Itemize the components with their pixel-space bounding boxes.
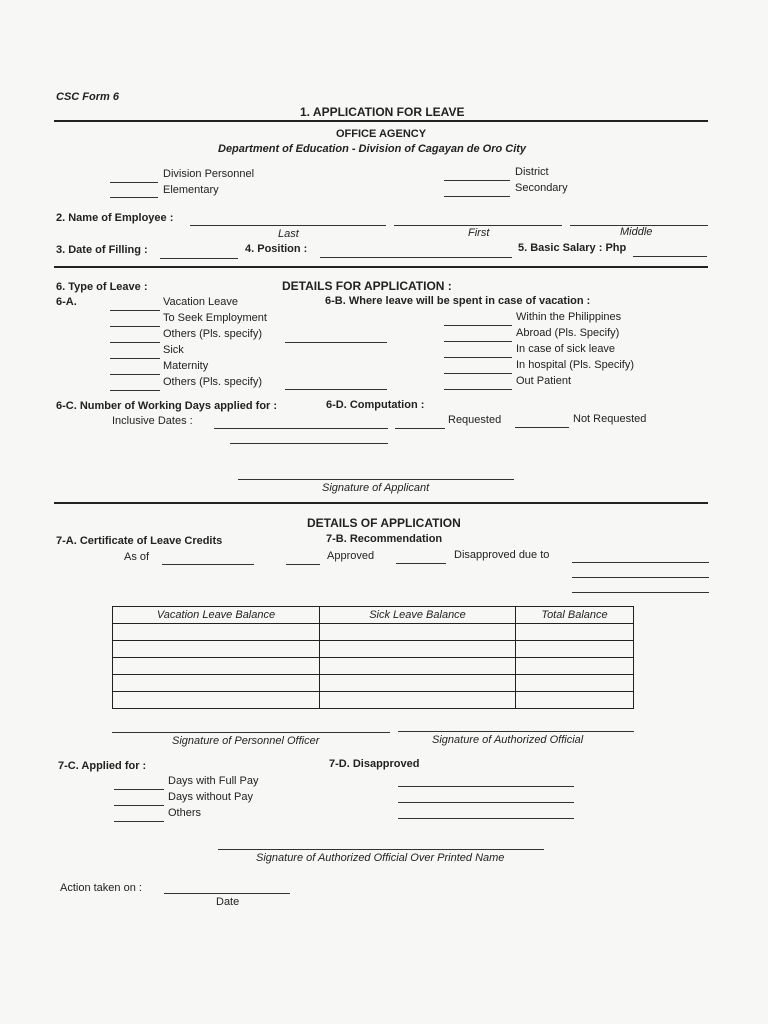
middle-caption: Middle bbox=[620, 226, 653, 238]
full-pay-blank[interactable] bbox=[114, 789, 164, 790]
elementary-blank[interactable] bbox=[110, 197, 158, 198]
authorized-signature-line[interactable] bbox=[398, 731, 634, 732]
form-title: 1. APPLICATION FOR LEAVE bbox=[300, 105, 465, 119]
position-label: 4. Position : bbox=[245, 243, 308, 255]
applicant-signature-line[interactable] bbox=[238, 479, 514, 480]
section-rule-1 bbox=[54, 266, 708, 268]
full-pay-label: Days with Full Pay bbox=[168, 775, 259, 787]
salary-field[interactable] bbox=[633, 256, 707, 257]
6a-label: 6-A. bbox=[56, 296, 77, 308]
seek-employment-blank[interactable] bbox=[110, 326, 160, 327]
disapproved-reason-1[interactable] bbox=[572, 562, 709, 563]
secondary-label: Secondary bbox=[515, 182, 568, 194]
first-name-field[interactable] bbox=[394, 225, 562, 226]
out-patient-blank[interactable] bbox=[444, 389, 512, 390]
table-cell[interactable] bbox=[113, 641, 320, 658]
printed-name-caption: Signature of Authorized Official Over Printed Name bbox=[256, 852, 505, 864]
vacation-leave-label: Vacation Leave bbox=[163, 296, 239, 308]
others-specify-2[interactable] bbox=[285, 389, 387, 390]
disapproved-line-2[interactable] bbox=[398, 802, 574, 803]
applicant-signature-caption: Signature of Applicant bbox=[322, 482, 430, 494]
date-filing-field[interactable] bbox=[160, 258, 238, 259]
7d-label: 7-D. Disapproved bbox=[329, 758, 420, 770]
within-ph-blank[interactable] bbox=[444, 325, 512, 326]
district-blank[interactable] bbox=[444, 180, 510, 181]
title-rule bbox=[54, 120, 708, 122]
position-field[interactable] bbox=[320, 257, 512, 258]
table-cell[interactable] bbox=[320, 658, 516, 675]
vacation-balance-header: Vacation Leave Balance bbox=[113, 607, 320, 624]
others-blank-2[interactable] bbox=[110, 390, 160, 391]
7b-label: 7-B. Recommendation bbox=[326, 533, 443, 545]
others-blank-1[interactable] bbox=[110, 342, 160, 343]
details-of-application: DETAILS OF APPLICATION bbox=[307, 516, 461, 530]
6b-label: 6-B. Where leave will be spent in case of vacation : bbox=[325, 295, 591, 307]
abroad-blank[interactable] bbox=[444, 341, 512, 342]
vacation-leave-blank[interactable] bbox=[110, 310, 160, 311]
sick-blank[interactable] bbox=[110, 358, 160, 359]
last-caption: Last bbox=[278, 228, 299, 240]
as-of-field[interactable] bbox=[162, 564, 254, 565]
total-balance-header: Total Balance bbox=[516, 607, 634, 624]
table-cell[interactable] bbox=[320, 624, 516, 641]
table-cell[interactable] bbox=[320, 692, 516, 709]
action-taken-label: Action taken on : bbox=[60, 882, 142, 894]
inclusive-dates-label: Inclusive Dates : bbox=[112, 415, 193, 427]
7c-label: 7-C. Applied for : bbox=[58, 760, 147, 772]
others-pay-label: Others bbox=[168, 807, 202, 819]
district-label: District bbox=[515, 166, 549, 178]
date-caption: Date bbox=[216, 896, 240, 908]
table-cell[interactable] bbox=[320, 641, 516, 658]
table-cell[interactable] bbox=[320, 675, 516, 692]
table-row bbox=[113, 641, 634, 658]
others-label-2: Others (Pls. specify) bbox=[163, 376, 263, 388]
abroad-label: Abroad (Pls. Specify) bbox=[516, 327, 620, 339]
salary-label: 5. Basic Salary : Php bbox=[518, 242, 627, 254]
sick-label: Sick bbox=[163, 344, 184, 356]
table-cell[interactable] bbox=[516, 624, 634, 641]
disapproved-blank[interactable] bbox=[396, 563, 446, 564]
table-cell[interactable] bbox=[113, 658, 320, 675]
table-cell[interactable] bbox=[516, 658, 634, 675]
6c-label: 6-C. Number of Working Days applied for : bbox=[56, 400, 278, 412]
personnel-signature-line[interactable] bbox=[112, 732, 390, 733]
printed-name-signature-line[interactable] bbox=[218, 849, 544, 850]
as-of-label: As of bbox=[124, 551, 150, 563]
secondary-blank[interactable] bbox=[444, 196, 510, 197]
sick-case-label: In case of sick leave bbox=[516, 343, 616, 355]
approved-blank[interactable] bbox=[286, 564, 320, 565]
without-pay-label: Days without Pay bbox=[168, 791, 253, 803]
sick-case-blank[interactable] bbox=[444, 357, 512, 358]
office-agency: OFFICE AGENCY bbox=[336, 128, 427, 140]
not-requested-label: Not Requested bbox=[573, 413, 647, 425]
inclusive-dates-field-1[interactable] bbox=[214, 428, 388, 429]
disapproved-due-label: Disapproved due to bbox=[454, 549, 550, 561]
approved-label: Approved bbox=[327, 550, 375, 562]
type-of-leave-label: 6. Type of Leave : bbox=[56, 281, 148, 293]
not-requested-blank[interactable] bbox=[515, 427, 569, 428]
table-cell[interactable] bbox=[113, 624, 320, 641]
table-cell[interactable] bbox=[516, 641, 634, 658]
action-taken-field[interactable] bbox=[164, 893, 290, 894]
division-personnel-blank[interactable] bbox=[110, 182, 158, 183]
table-row bbox=[113, 692, 634, 709]
sick-balance-header: Sick Leave Balance bbox=[320, 607, 516, 624]
division-personnel-label: Division Personnel bbox=[163, 168, 255, 180]
first-caption: First bbox=[468, 227, 490, 239]
requested-blank[interactable] bbox=[395, 428, 445, 429]
date-filing-label: 3. Date of Filling : bbox=[56, 244, 148, 256]
form-id: CSC Form 6 bbox=[56, 91, 119, 103]
maternity-label: Maternity bbox=[163, 360, 209, 372]
name-label: 2. Name of Employee : bbox=[56, 212, 174, 224]
authorized-signature-caption: Signature of Authorized Official bbox=[432, 734, 584, 746]
hospital-label: In hospital (Pls. Specify) bbox=[516, 359, 634, 371]
requested-label: Requested bbox=[448, 414, 502, 426]
section-rule-2 bbox=[54, 502, 708, 504]
table-cell[interactable] bbox=[516, 675, 634, 692]
table-cell[interactable] bbox=[516, 692, 634, 709]
hospital-blank[interactable] bbox=[444, 373, 512, 374]
others-specify-1[interactable] bbox=[285, 342, 387, 343]
department: Department of Education - Division of Cagayan de Oro City bbox=[218, 143, 527, 155]
leave-balance-table bbox=[112, 606, 634, 709]
others-label-1: Others (Pls. specify) bbox=[163, 328, 263, 340]
disapproved-reason-2[interactable] bbox=[572, 577, 709, 578]
without-pay-blank[interactable] bbox=[114, 805, 164, 806]
table-row bbox=[113, 624, 634, 641]
disapproved-line-3[interactable] bbox=[398, 818, 574, 819]
table-row bbox=[113, 658, 634, 675]
inclusive-dates-field-2[interactable] bbox=[230, 443, 388, 444]
table-cell[interactable] bbox=[113, 692, 320, 709]
within-ph-label: Within the Philippines bbox=[516, 311, 622, 323]
personnel-signature-caption: Signature of Personnel Officer bbox=[172, 735, 320, 747]
maternity-blank[interactable] bbox=[110, 374, 160, 375]
disapproved-line-1[interactable] bbox=[398, 786, 574, 787]
7a-label: 7-A. Certificate of Leave Credits bbox=[56, 535, 223, 547]
elementary-label: Elementary bbox=[163, 184, 219, 196]
out-patient-label: Out Patient bbox=[516, 375, 572, 387]
last-name-field[interactable] bbox=[190, 225, 386, 226]
details-heading: DETAILS FOR APPLICATION : bbox=[282, 279, 452, 293]
6d-label: 6-D. Computation : bbox=[326, 399, 425, 411]
table-row bbox=[113, 675, 634, 692]
table-cell[interactable] bbox=[113, 675, 320, 692]
disapproved-reason-3[interactable] bbox=[572, 592, 709, 593]
seek-employment-label: To Seek Employment bbox=[163, 312, 267, 324]
others-pay-blank[interactable] bbox=[114, 821, 164, 822]
